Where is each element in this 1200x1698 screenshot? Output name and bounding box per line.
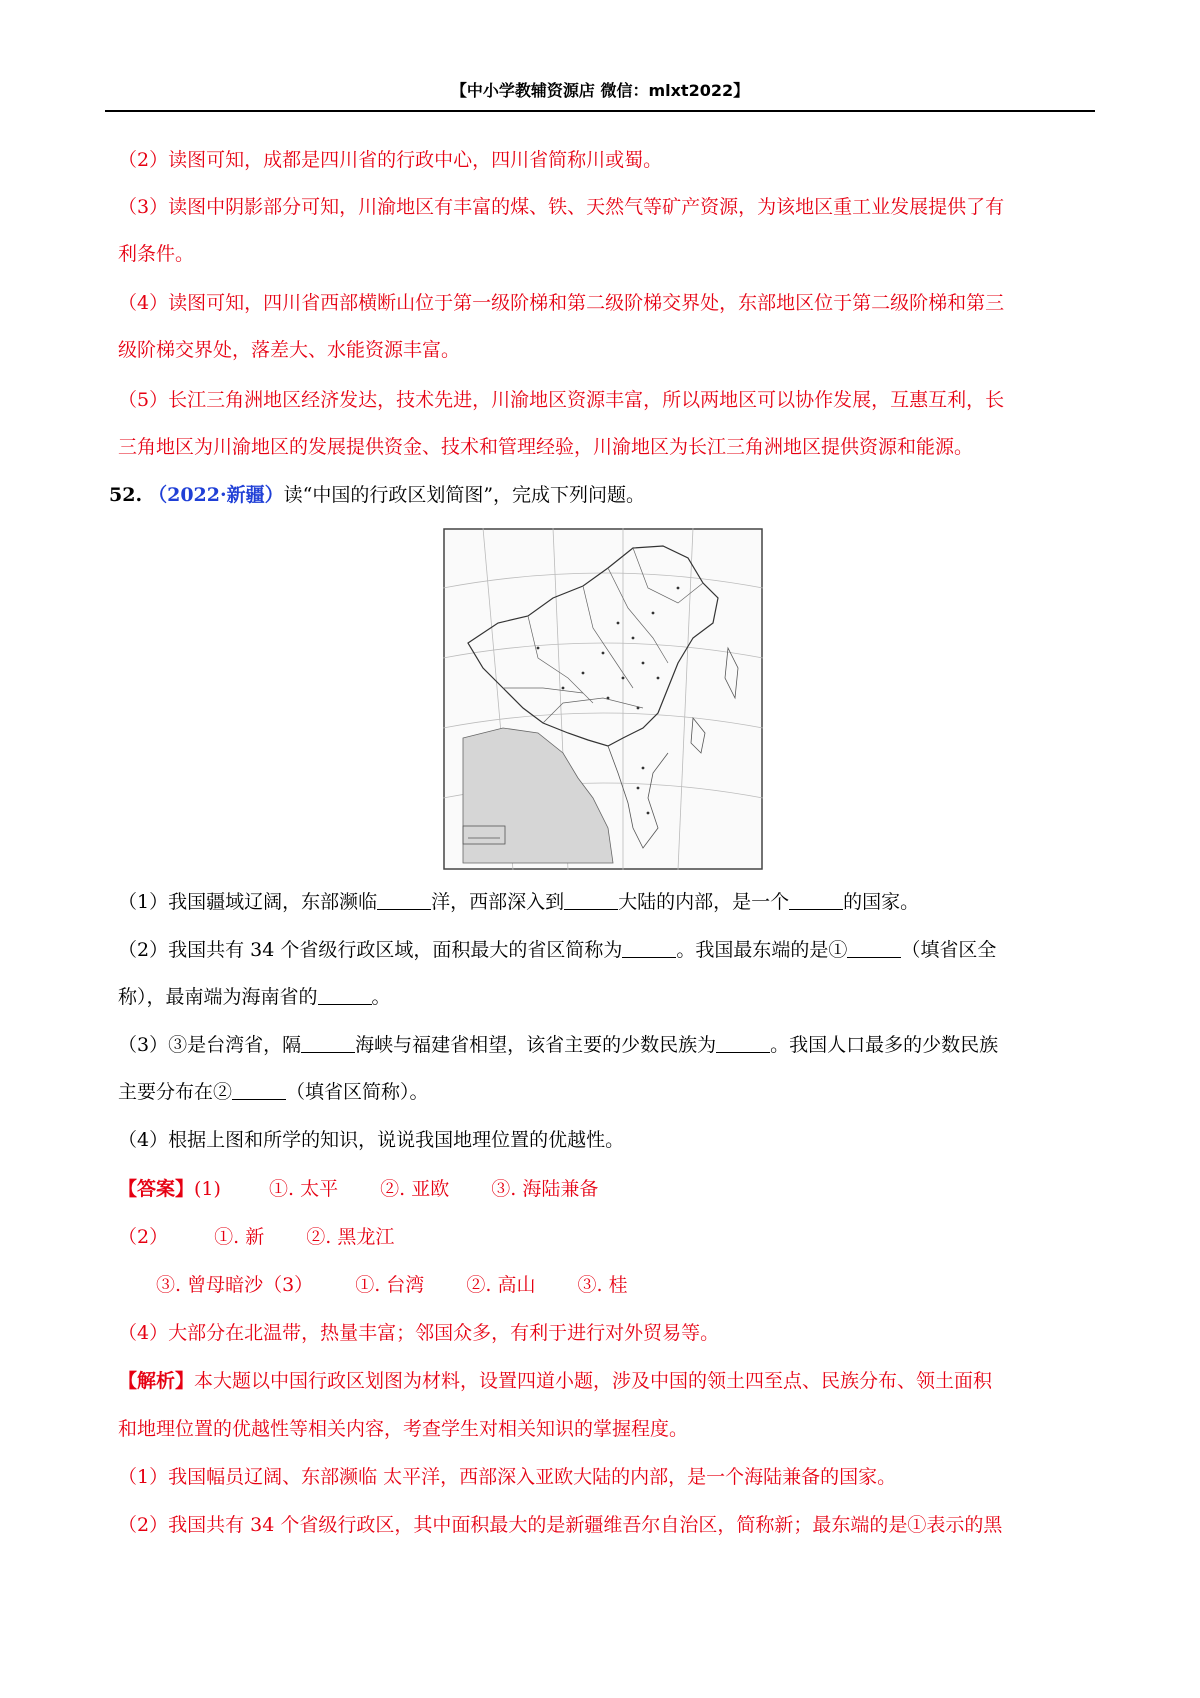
sub-question-3-line1: （3）③是台湾省，隔 海峡与福建省相望，该省主要的少数民族为 。我国人口最多的少数民族 [118,1034,999,1056]
answer-line-3: ③. 曾母暗沙（3） ①. 台湾 ②. 高山 ③. 桂 [156,1274,628,1296]
china-administrative-map [443,528,763,870]
answer-line-4: （4）大部分在北温带，热量丰富；邻国众多，有利于进行对外贸易等。 [118,1322,720,1344]
answer-blank [318,986,372,1005]
analysis-intro-line1: 【解析】本大题以中国行政区划图为材料，设置四道小题，涉及中国的领土四至点、民族分布、领土面积 [118,1370,993,1392]
answer-blank [716,1034,770,1053]
prev-analysis-4-line1: （4）读图可知，四川省西部横断山位于第一级阶梯和第二级阶梯交界处，东部地区位于第二级阶梯和第三 [118,292,1005,314]
sub-question-2-line2: 称），最南端为海南省的 。 [118,986,391,1008]
question-stem-text: 读“中国的行政区划简图”，完成下列问题。 [283,484,646,506]
prev-analysis-3-line2: 利条件。 [118,243,195,265]
prev-analysis-2: （2）读图可知，成都是四川省的行政中心，四川省简称川或蜀。 [118,149,663,171]
sub-question-1: （1）我国疆域辽阔，东部濒临 洋，西部深入到 大陆的内部，是一个 的国家。 [118,891,920,913]
page-header: 【中小学教辅资源店 微信：mlxt2022】 [450,81,750,100]
prev-analysis-4-line2: 级阶梯交界处，落差大、水能资源丰富。 [118,339,461,361]
question-source: （2022·新疆） [148,484,284,506]
sub-question-2-line1: （2）我国共有 34 个省级行政区域，面积最大的省区简称为 。我国最东端的是① （填省区全 [118,939,997,961]
answer-blank [232,1081,286,1100]
question-number: 52. [109,484,143,506]
prev-analysis-5-line1: （5）长江三角洲地区经济发达，技术先进，川渝地区资源丰富，所以两地区可以协作发展，互惠互利，长 [118,389,1005,411]
prev-analysis-5-line2: 三角地区为川渝地区的发展提供资金、技术和管理经验，川渝地区为长江三角洲地区提供资源和能源。 [118,436,974,458]
header-rule [105,110,1095,112]
answer-line-1: 【答案】(1) ①. 太平 ②. 亚欧 ③. 海陆兼备 [118,1178,599,1200]
analysis-1: （1）我国幅员辽阔、东部濒临 太平洋，西部深入亚欧大陆的内部，是一个海陆兼备的国家。 [118,1466,897,1488]
answer-blank [622,939,676,958]
answer-blank [847,939,901,958]
answer-line-2: （2） ①. 新 ②. 黑龙江 [118,1226,395,1248]
answer-blank [377,891,431,910]
question-stem [109,483,645,507]
sub-question-3-line2: 主要分布在② （填省区简称）。 [118,1081,429,1103]
analysis-intro-line2: 和地理位置的优越性等相关内容，考查学生对相关知识的掌握程度。 [118,1418,689,1440]
sub-question-4: （4）根据上图和所学的知识，说说我国地理位置的优越性。 [118,1129,625,1151]
answer-label: 【答案】 [118,1178,195,1200]
analysis-2: （2）我国共有 34 个省级行政区，其中面积最大的是新疆维吾尔自治区，简称新；最东端的是①表示的黑 [118,1514,1003,1536]
answer-blank [301,1034,355,1053]
analysis-label: 【解析】 [118,1370,195,1392]
answer-blank [564,891,618,910]
prev-analysis-3-line1: （3）读图中阴影部分可知，川渝地区有丰富的煤、铁、天然气等矿产资源，为该地区重工业发展提供了有 [118,196,1005,218]
answer-blank [789,891,843,910]
